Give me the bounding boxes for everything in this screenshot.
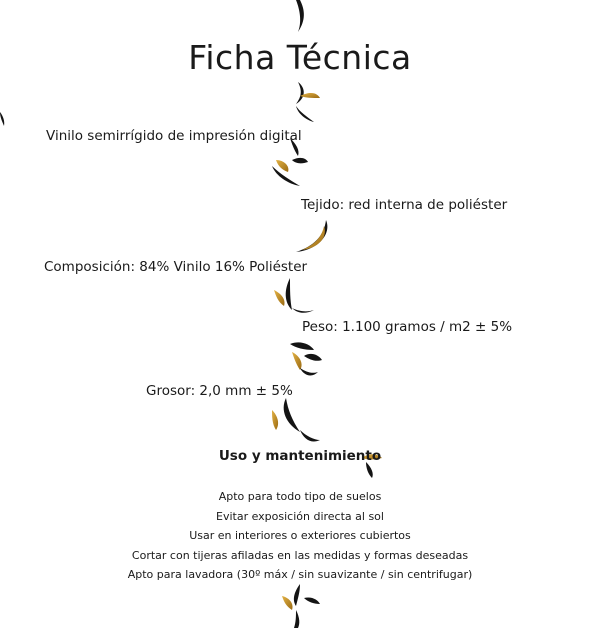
leaf-icon xyxy=(290,342,322,375)
spec-thickness: Grosor: 2,0 mm ± 5% xyxy=(146,383,293,399)
care-item-cutting: Cortar con tijeras afiladas en las medidas y formas deseadas xyxy=(131,548,469,562)
leaf-icon xyxy=(272,138,308,186)
care-heading: Uso y mantenimiento xyxy=(218,448,382,464)
leaf-icon xyxy=(296,220,327,252)
care-item-washing: Apto para lavadora (30º máx / sin suavizante / sin centrifugar) xyxy=(127,568,473,581)
care-item-floors: Apto para todo tipo de suelos xyxy=(218,490,382,503)
leaf-icon xyxy=(0,112,4,126)
leaf-icon xyxy=(282,584,320,628)
care-item-sun: Evitar exposición directa al sol xyxy=(216,509,384,523)
leaf-icon xyxy=(296,0,304,32)
care-list xyxy=(0,487,600,585)
spec-fabric: Tejido: red interna de poliéster xyxy=(301,197,508,213)
spec-weight: Peso: 1.100 gramos / m2 ± 5% xyxy=(302,319,513,335)
page-title: Ficha Técnica xyxy=(188,38,412,77)
leaf-icon xyxy=(272,398,320,442)
leaf-icon xyxy=(274,278,314,313)
spec-composition: Composición: 84% Vinilo 16% Poliéster xyxy=(44,259,308,275)
spec-material: Vinilo semirrígido de impresión digital xyxy=(46,128,302,144)
leaf-icon xyxy=(296,82,320,122)
care-item-indoor: Usar en interiores o exteriores cubiertos xyxy=(189,529,411,542)
